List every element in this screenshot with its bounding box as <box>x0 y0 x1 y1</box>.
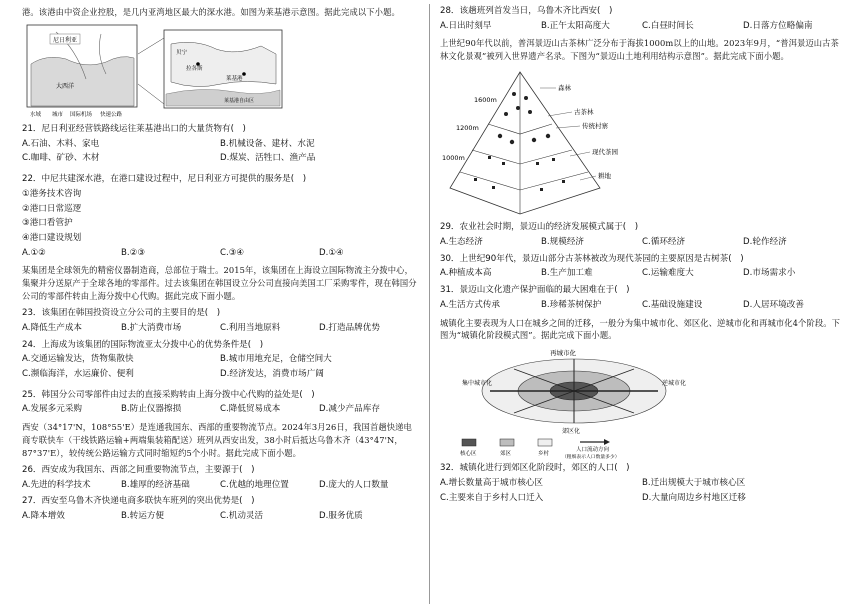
q27-option-d[interactable]: D.服务优质 <box>319 510 363 521</box>
q30-option-d[interactable]: D.市场需求小 <box>743 268 796 279</box>
q31-option-c[interactable]: C.基础设施建设 <box>642 299 703 310</box>
q24-stem: 24．上海成为该集团的国际物流亚太分拨中心的优势条件是( ) <box>22 339 264 350</box>
q22-item-4: ④港口建设规划 <box>22 233 82 243</box>
q28-option-a[interactable]: A.日出时刻早 <box>440 20 492 31</box>
layer-village: 传统村寨 <box>582 122 608 131</box>
q26-option-d[interactable]: D.庞大的人口数量 <box>319 479 389 490</box>
right-column <box>440 6 844 514</box>
q23-options <box>22 323 418 334</box>
map-label-nigeria: 尼日利亚 <box>53 36 78 44</box>
q22-item-1: ①港务技术咨询 <box>22 188 82 199</box>
legend-core: 核心区 <box>460 451 477 458</box>
q27-stem: 27．西安至乌鲁木齐快递电商多联快车班列的突出优势是( ) <box>22 496 255 507</box>
q23-option-c[interactable]: C.利用当地原料 <box>220 322 281 333</box>
label-reurbanization: 再城市化 <box>550 349 576 358</box>
map-label-lekki-port: 莱基港 <box>226 75 243 82</box>
q23-stem: 23．该集团在韩国投资设立分公司的主要目的是( ) <box>22 308 221 319</box>
q26-stem: 26．西安成为我国东、西部之间重要物流节点，主要源于( ) <box>22 464 255 475</box>
q21-option-a[interactable]: A.石油、木料、家电 <box>22 138 100 149</box>
q23-option-d[interactable]: D.打造品牌优势 <box>319 322 380 333</box>
left-column <box>22 6 418 528</box>
q26-option-a[interactable]: A.先进的科学技术 <box>22 479 91 490</box>
q21-option-d[interactable]: D.煤炭、活牲口、渔产品 <box>220 153 316 164</box>
q24-option-c[interactable]: C.濒临海洋，水运廉价、便利 <box>22 368 134 379</box>
legend-suburb: 郊区 <box>500 451 512 458</box>
q32-option-b[interactable]: B.迁出规模大于城市核心区 <box>642 478 746 489</box>
q32-options <box>440 478 844 507</box>
q31-option-b[interactable]: B.珍稀茶树保护 <box>541 299 602 310</box>
q25-option-a[interactable]: A.发展多元采购 <box>22 404 83 415</box>
q30-option-c[interactable]: C.运输难度大 <box>642 268 694 279</box>
q26-option-c[interactable]: C.优越的地理位置 <box>220 479 289 490</box>
q21-stem: 21．尼日利亚经营铁路线运往莱基港出口的大量货物有( ) <box>22 123 246 134</box>
legend-highway: 快速公路 <box>100 111 123 118</box>
q27-option-b[interactable]: B.转运方便 <box>121 510 165 521</box>
q25-option-c[interactable]: C.降低贸易成本 <box>220 404 281 415</box>
q24-option-b[interactable]: B.城市用地充足，仓储空间大 <box>220 354 332 365</box>
q32-option-a[interactable]: A.增长数量高于城市核心区 <box>440 478 543 489</box>
elevation-1600m: 1600m <box>474 96 497 105</box>
q22-option-d[interactable]: D.①④ <box>319 247 344 258</box>
q22-option-a[interactable]: A.①② <box>22 247 46 258</box>
q24-option-d[interactable]: D.经济发达，消费市场广阔 <box>220 368 324 379</box>
map-label-benin: 贝宁 <box>176 49 188 56</box>
q31-option-d[interactable]: D.人居环境改善 <box>743 299 804 310</box>
passage-instrument-group: 某集团是全球领先的精密仪器制造商，总部位于瑞士。2015年，该集团在上海设立国际物流主分拨中心，集聚并分送原产于全球各地的零部件。过去该集团在韩国设立分公司直接向美国工厂采购零件，现在韩国分公司的零部件转由上海分拨中心代购。据此完成下面小题。 <box>22 265 417 302</box>
q25-options <box>22 404 418 415</box>
q25-option-b[interactable]: B.防止仪器擦损 <box>121 404 182 415</box>
q23-option-a[interactable]: A.降低生产成本 <box>22 322 83 333</box>
column-divider <box>429 4 430 604</box>
map-label-lagos: 拉各斯 <box>186 65 203 72</box>
q28-options <box>440 21 844 32</box>
q29-option-a[interactable]: A.生态经济 <box>440 236 483 247</box>
elevation-1200m: 1200m <box>456 124 479 133</box>
label-counter-urbanization: 逆城市化 <box>662 380 687 388</box>
map-label-free-zone: 莱基港自由区 <box>224 97 255 104</box>
q22-option-c[interactable]: C.③④ <box>220 247 245 258</box>
q22-item-3: ③港口看管护 <box>22 218 73 229</box>
q26-option-b[interactable]: B.雄厚的经济基础 <box>121 479 190 490</box>
q21-option-b[interactable]: B.机械设备、建材、水泥 <box>220 138 315 149</box>
q30-option-b[interactable]: B.生产加工难 <box>541 268 593 279</box>
q28-option-d[interactable]: D.日落方位略偏南 <box>743 20 813 31</box>
q28-option-c[interactable]: C.白昼时间长 <box>642 20 694 31</box>
q21-option-c[interactable]: C.咖啡、矿砂、木材 <box>22 153 100 164</box>
q29-option-d[interactable]: D.轮作经济 <box>743 236 787 247</box>
q29-options <box>440 237 844 248</box>
q30-option-a[interactable]: A.种植成本高 <box>440 268 492 279</box>
q28-stem: 28．该趟班列首发当日，乌鲁木齐比西安( ) <box>440 6 613 16</box>
q24-options <box>22 354 418 383</box>
elevation-1000m: 1000m <box>442 154 465 163</box>
q25-stem: 25．韩国分公司零部件由过去的直接采购转由上海分拨中心代购的益处是( ) <box>22 389 315 400</box>
q25-option-d[interactable]: D.减少产品库存 <box>319 404 380 415</box>
q31-option-a[interactable]: A.生活方式传承 <box>440 299 501 310</box>
urbanization-stage-diagram <box>454 347 694 459</box>
q22-stem: 22．中尼共建深水港，在港口建设过程中，尼日利亚方可提供的服务是( ) <box>22 174 307 185</box>
q22-option-b[interactable]: B.②③ <box>121 247 146 258</box>
q30-stem: 30．上世纪90年代，景迈山部分古茶林被改为现代茶园的主要原因是古树茶( ) <box>440 253 744 264</box>
lekki-port-map <box>26 24 286 120</box>
layer-forest: 森林 <box>558 84 571 93</box>
legend-city: 城市 <box>52 111 64 118</box>
q23-option-b[interactable]: B.扩大消费市场 <box>121 322 182 333</box>
legend-flow: 人口流动方向 <box>576 447 610 454</box>
layer-farmland: 耕地 <box>598 172 611 181</box>
q24-option-a[interactable]: A.交通运输发达，货物集散快 <box>22 354 134 365</box>
layer-ancient-tea: 古茶林 <box>574 108 594 117</box>
passage-lekki: 港。该港由中资企业控股，是几内亚湾地区最大的深水港。如图为莱基港示意图。据此完成以下小题。 <box>22 7 400 17</box>
q31-stem: 31．景迈山文化遗产保护面临的最大困难在于( ) <box>440 285 630 296</box>
q29-option-c[interactable]: C.循环经济 <box>642 236 686 247</box>
q22-options <box>22 248 418 259</box>
q27-option-a[interactable]: A.降本增效 <box>22 510 65 521</box>
map-label-ocean: 大西洋 <box>56 82 75 90</box>
q32-option-c[interactable]: C.主要来自于乡村人口迁入 <box>440 492 544 503</box>
q32-option-d[interactable]: D.大量向周边乡村地区迁移 <box>642 492 746 503</box>
legend-airport: 国际机场 <box>70 111 93 118</box>
label-suburbanization: 郊区化 <box>562 428 581 436</box>
q31-options <box>440 300 844 311</box>
jingmai-land-use-pyramid <box>440 68 700 218</box>
q26-options <box>22 480 418 491</box>
label-concentrated-urbanization: 集中城市化 <box>462 380 493 388</box>
q21-options <box>22 139 418 168</box>
q27-options <box>22 511 418 522</box>
legend-water: 水域 <box>30 111 42 118</box>
q22-item-2: ②港口日常巡逻 <box>22 203 82 214</box>
legend-flow-note: （粗细表示人口数量多少） <box>562 455 620 460</box>
passage-xian-express: 西安（34°17'N，108°55'E）是连通我国东、西部的重要物流节点。2024年3月26日，我国首趟快递电商专联快车（干线铁路运输+两端集装箱配送）班列从西安出发，38小时后抵达乌鲁木齐（43°47'N，87°37'E），较传统公路运输方式同时缩短约5个小时。据此完成下面小题。 <box>22 422 412 458</box>
q27-option-c[interactable]: C.机动灵活 <box>220 510 264 521</box>
q30-options <box>440 268 844 279</box>
passage-jingmai: 上世纪90年代以前，普洱景迈山古茶林广泛分布于海拔1000m以上的山地。2023年9月，“普洱景迈山古茶林文化景观”被列入世界遗产名录。下图为“景迈山土地利用结构示意图”。据此完成下面小题。 <box>440 38 839 62</box>
q32-stem: 32．城镇化进行到郊区化阶段时，郊区的人口( ) <box>440 463 630 474</box>
q29-stem: 29．农业社会时期，景迈山的经济发展模式属于( ) <box>440 222 639 233</box>
layer-modern-tea: 现代茶园 <box>592 148 618 157</box>
q28-option-b[interactable]: B.正午太阳高度大 <box>541 20 610 31</box>
q29-option-b[interactable]: B.规模经济 <box>541 236 585 247</box>
legend-rural: 乡村 <box>538 451 550 458</box>
passage-urbanization: 城镇化主要表现为人口在城乡之间的迁移，一般分为集中城市化、郊区化、逆城市化和再城市化4个阶段。下图为“城镇化阶段模式图”。据此完成下面小题。 <box>440 317 841 341</box>
